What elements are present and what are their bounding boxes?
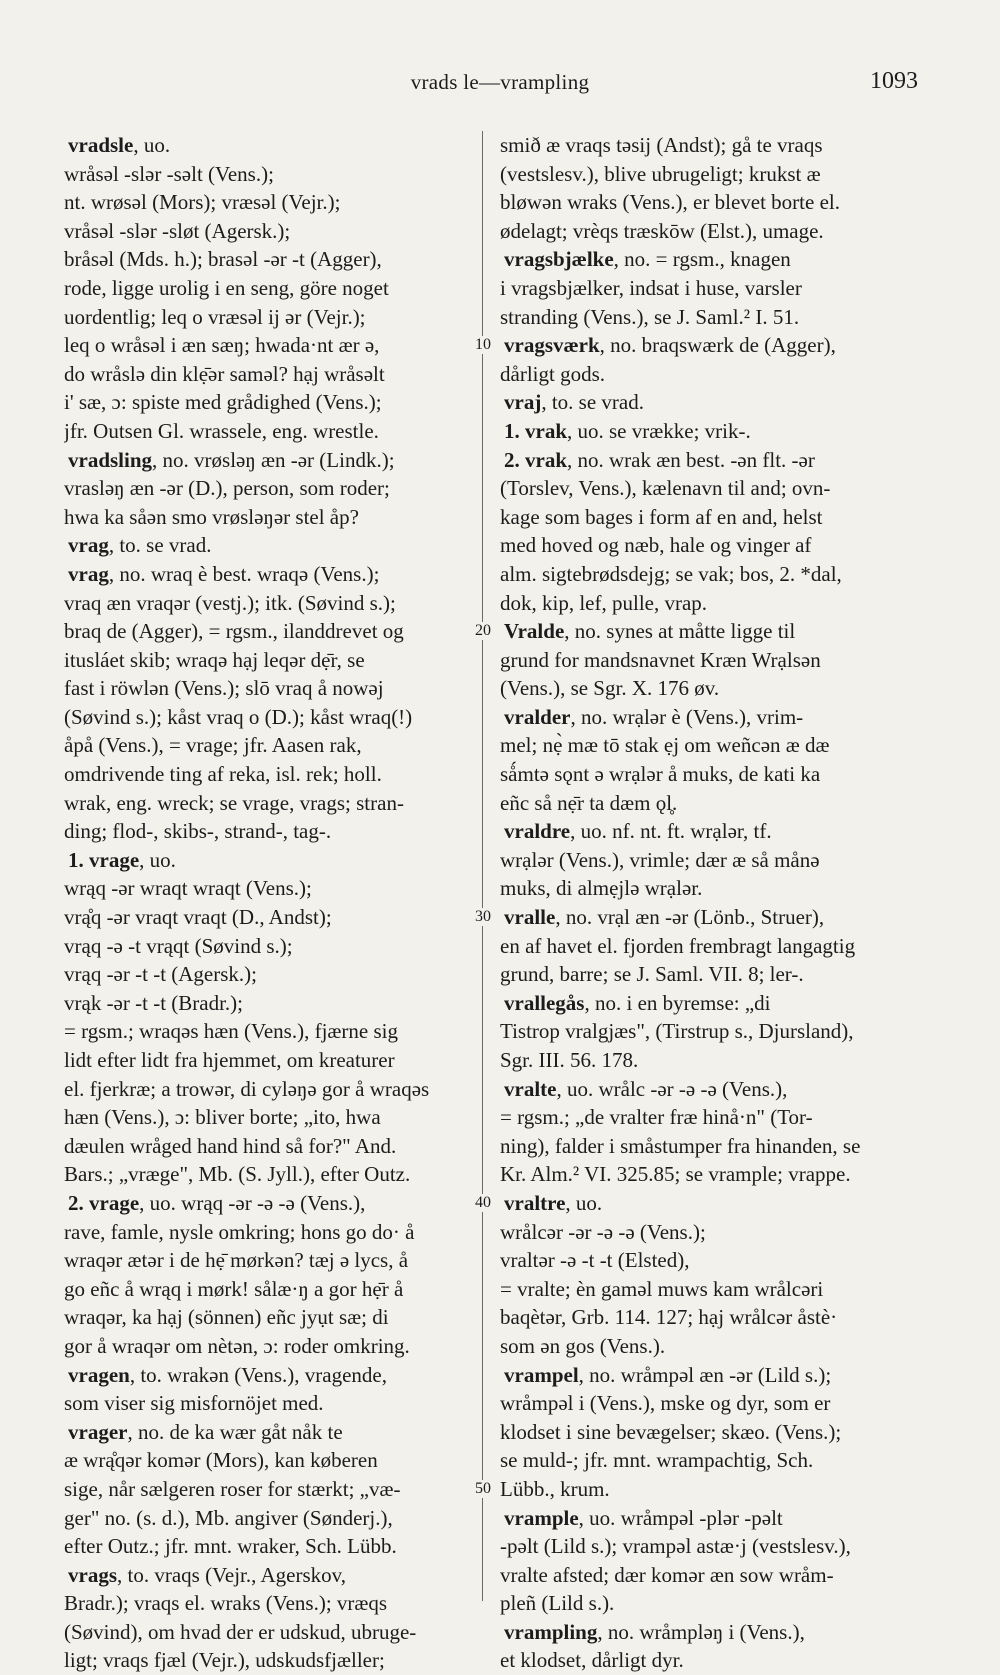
text-line: [64, 1418, 464, 1447]
margin-line-number: 10: [468, 336, 498, 354]
text-line: dok, kip, lef, pulle, vrap.: [500, 590, 708, 615]
text-line: [500, 1504, 928, 1533]
text-line: [64, 1561, 464, 1590]
text-line: dæulen wråged hand hind så for?" And.: [64, 1133, 397, 1158]
text-line: [500, 331, 928, 360]
text-line: [500, 388, 928, 417]
text-line: wråsəl -slər -səlt (Vens.);: [64, 161, 274, 186]
entry-text: , no. de ka wær gåt nåk te: [127, 1419, 343, 1444]
text-line: muks, di almẹjlə wrạlər.: [500, 876, 703, 901]
text-line: vraq æn vraqər (vestj.); itk. (Søvind s.);: [64, 590, 396, 615]
text-line: vrąq -ə -t vrąqt (Søvind s.);: [64, 933, 293, 958]
left-column: [64, 131, 464, 1675]
text-line: [64, 846, 464, 875]
text-line: jfr. Outsen Gl. wrassele, eng. wrestle.: [64, 418, 379, 443]
text-line: wraqər ætər i de hẹ̄ mørkən? tæj ə lycs, å: [64, 1248, 409, 1273]
text-line: (Vens.), se Sgr. X. 176 øv.: [500, 676, 720, 701]
text-line: lidt efter lidt fra hjemmet, om kreaturer: [64, 1048, 395, 1072]
text-line: leq o wråsəl i æn sæŋ; hwada·nt ær ə,: [64, 333, 380, 358]
text-line: rave, famle, nysle omkring; hons go do· å: [64, 1219, 415, 1244]
text-line: wrak, eng. wreck; se vrage, vrags; stran-: [64, 790, 404, 815]
entry-text: , no. synes at måtte ligge til: [564, 619, 796, 644]
text-line: vrą̊q -ər vraqt vraqt (D., Andst);: [64, 905, 332, 930]
entry-text: , no. braqswærk de (Agger),: [599, 333, 836, 358]
entry-text: , no. = rgsm., knagen: [613, 247, 791, 272]
text-line: vrasləŋ æn -ər (D.), person, som roder;: [64, 476, 390, 501]
headword: vradsling: [68, 447, 153, 472]
headword: 1. vrak: [504, 418, 567, 443]
entry-text: , uo. wråmpəl -plər -pəlt: [578, 1505, 783, 1530]
text-line: el. fjerkræ; a trowər, di cyləŋə gor å wraqəs: [64, 1076, 430, 1101]
text-line: bløwən wraks (Vens.), er blevet borte el.: [500, 190, 840, 215]
text-line: wraqər, ka hạj (sönnen) eñc jyụt sæ; di: [64, 1305, 389, 1330]
text-line: mel; nẹ̀ mæ tō stak ẹj om weñcən æ dæ: [500, 733, 830, 758]
text-line: [64, 446, 464, 475]
text-line: grund, barre; se J. Saml. VII. 8; ler-.: [500, 962, 804, 987]
entry-text: , to. se vrad.: [108, 533, 212, 558]
text-line: = rgsm.; wraqəs hæn (Vens.), fjærne sig: [64, 1019, 399, 1044]
text-line: Sgr. III. 56. 178.: [500, 1048, 639, 1072]
text-line: smið æ vraqs təsij (Andst); gå te vraqs: [500, 133, 823, 157]
entry-text: , to. vraqs (Vejr., Agerskov,: [117, 1562, 347, 1587]
text-line: stranding (Vens.), se J. Saml.² I. 51.: [500, 304, 800, 329]
headword: 2. vrage: [68, 1190, 140, 1215]
text-line: Bars.; „vræge", Mb. (S. Jyll.), efter Outz.: [64, 1162, 411, 1187]
headword: Vralde: [504, 619, 565, 644]
headword: 2. vrak: [504, 447, 567, 472]
text-line: rode, ligge urolig i en seng, göre noget: [64, 275, 389, 300]
text-line: [64, 1189, 464, 1218]
margin-line-number: 30: [468, 908, 498, 926]
entry-text: , to. se vrad.: [541, 390, 644, 415]
text-line: [500, 703, 928, 732]
text-line: [500, 1618, 928, 1647]
text-line: itusláet skib; wraqə hạj leqər dẹ̄r, se: [64, 647, 365, 672]
text-line: [500, 617, 928, 646]
text-line: (Søvind s.); kåst vraq o (D.); kåst wraq(!): [64, 704, 413, 729]
text-line: Tistrop vralgjæs", (Tirstrup s., Djursland),: [500, 1019, 854, 1044]
text-line: vråsəl -slər -sløt (Agersk.);: [64, 218, 291, 243]
text-line: som ən gos (Vens.).: [500, 1333, 666, 1358]
text-line: hwa ka såən smo vrøsləŋər stel åp?: [64, 504, 359, 529]
text-line: med hoved og næb, hale og vinger af: [500, 533, 812, 558]
headword: vrag: [68, 561, 109, 586]
entry-text: , no. wråmpəl æn -ər (Lild s.);: [578, 1362, 832, 1387]
text-line: vrąk -ər -t -t (Bradr.);: [64, 990, 244, 1015]
entry-text: , no. wraq è best. wraqə (Vens.);: [108, 561, 380, 586]
headword: vrampel: [504, 1362, 579, 1387]
headword: vralder: [504, 704, 571, 729]
text-line: [500, 1189, 928, 1218]
text-line: = vralte; èn gaməl muws kam wrålcəri: [500, 1276, 824, 1301]
text-line: (vestslesv.), blive ubrugeligt; krukst æ: [500, 161, 821, 186]
text-line: baqètər, Grb. 114. 127; hạj wrålcər åstè·: [500, 1305, 838, 1330]
text-line: nt. wrøsəl (Mors); vræsəl (Vejr.);: [64, 190, 341, 215]
text-line: pleñ (Lild s.).: [500, 1591, 615, 1616]
entry-text: , no. wrạlər è (Vens.), vrim-: [570, 704, 804, 729]
entry-text: , uo. wrålc -ər -ə -ə (Vens.),: [556, 1076, 788, 1101]
text-line: vrąq -ər -t -t (Agersk.);: [64, 962, 257, 987]
text-line: [64, 1361, 464, 1390]
text-line: Lübb., krum.: [500, 1476, 610, 1501]
headword: 1. vrage: [68, 847, 140, 872]
text-line: i' sæ, ɔ: spiste med grådighed (Vens.);: [64, 390, 382, 415]
headword: vrample: [504, 1505, 579, 1530]
text-line: = rgsm.; „de vralter fræ hinå·n" (Tor-: [500, 1105, 813, 1130]
text-line: [500, 1361, 928, 1390]
headword: vraldre: [504, 819, 571, 844]
text-line: et klodset, dårligt dyr.: [500, 1648, 684, 1673]
text-line: eñc så nẹ̄r ta dæm ǫl̥.: [500, 790, 678, 815]
text-line: [500, 903, 928, 932]
margin-line-number: 20: [468, 622, 498, 640]
text-line: ødelagt; vrèqs træskōw (Elst.), umage.: [500, 218, 824, 243]
text-line: [64, 131, 464, 160]
text-line: [500, 245, 928, 274]
entry-text: , no. vrạl æn -ər (Lönb., Struer),: [555, 905, 825, 930]
text-line: som viser sig misfornöjet med.: [64, 1391, 324, 1416]
text-line: omdrivende ting af reka, isl. rek; holl.: [64, 762, 382, 787]
text-line: go eñc å wrąq i mørk! sålæ·ŋ a gor hẹ̄r å: [64, 1276, 404, 1301]
text-line: [500, 817, 928, 846]
text-line: [500, 989, 928, 1018]
entry-text: , no. wråmpləŋ i (Vens.),: [597, 1619, 805, 1644]
text-line: [64, 531, 464, 560]
text-line: Bradr.); vraqs el. wraks (Vens.); vræqs: [64, 1591, 388, 1616]
text-line: (Søvind), om hvad der er udskud, ubruge-: [64, 1619, 417, 1644]
margin-line-number: 50: [468, 1480, 498, 1498]
page-number: 1093: [870, 68, 918, 94]
right-column: [500, 131, 928, 1675]
entry-text: , no. wrak æn best. -ən flt. -ər: [567, 447, 815, 472]
text-line: ning), falder i småstumper fra hinanden, se: [500, 1133, 861, 1158]
text-line: Kr. Alm.² VI. 325.85; se vrample; vrappe.: [500, 1162, 851, 1187]
running-header: vrads le—vrampling: [410, 70, 590, 94]
text-line: grund for mandsnavnet Kræn Wrạlsən: [500, 647, 821, 672]
text-line: klodset i sine bevægelser; skæo. (Vens.);: [500, 1419, 842, 1444]
text-line: vraltər -ə -t -t (Elsted),: [500, 1248, 690, 1273]
text-line: braq de (Agger), = rgsm., ilanddrevet og: [64, 619, 404, 644]
entry-text: , no. vrøsləŋ æn -ər (Lindk.);: [152, 447, 395, 472]
text-line: hæn (Vens.), ɔ: bliver borte; „ito, hwa: [64, 1105, 381, 1130]
text-line: do wråslə din klẹ̄ər saməl? hạj wråsəlt: [64, 361, 385, 386]
headword: vralte: [504, 1076, 557, 1101]
text-line: [64, 560, 464, 589]
text-line: gor å wraqər om nètən, ɔ: roder omkring.: [64, 1333, 410, 1358]
text-line: se muld-; jfr. mnt. wrampachtig, Sch.: [500, 1448, 814, 1473]
headword: vrags: [68, 1562, 117, 1587]
headword: vradsle: [68, 133, 134, 157]
text-line: ger" no. (s. d.), Mb. angiver (Sønderj.),: [64, 1505, 393, 1530]
text-line: wrąq -ər wraqt wraqt (Vens.);: [64, 876, 312, 901]
headword: vragsbjælke: [504, 247, 614, 272]
headword: vrampling: [504, 1619, 598, 1644]
headword: vraltre: [504, 1190, 566, 1215]
text-line: i vragsbjælker, indsat i huse, varsler: [500, 275, 802, 300]
text-line: -pəlt (Lild s.); vrampəl astæ·j (vestslesv.),: [500, 1534, 851, 1559]
headword: vrallegås: [504, 990, 585, 1015]
headword: vragsværk: [504, 333, 600, 358]
headword: vrager: [68, 1419, 128, 1444]
entry-text: , uo. se vrække; vrik-.: [567, 418, 751, 443]
headword: vrag: [68, 533, 109, 558]
text-line: bråsəl (Mds. h.); brasəl -ər -t (Agger),: [64, 247, 382, 272]
text-line: fast i röwlən (Vens.); slō vraq å nowəj: [64, 676, 384, 701]
text-line: [500, 417, 928, 446]
text-line: vralte afsted; dær komər æn sow wråm-: [500, 1562, 834, 1587]
text-line: ligt; vraqs fjæl (Vejr.), udskudsfjæller;: [64, 1648, 385, 1673]
text-line: uordentlig; leq o vræsəl ij ər (Vejr.);: [64, 304, 366, 329]
entry-text: , uo.: [139, 847, 176, 872]
text-line: sǻmtə sǫnt ə wrạlər å muks, de kati ka: [500, 762, 821, 787]
text-line: wrålcər -ər -ə -ə (Vens.);: [500, 1219, 706, 1244]
text-line: dårligt gods.: [500, 361, 605, 386]
entry-text: , uo. nf. nt. ft. wrạlər, tf.: [570, 819, 772, 844]
margin-line-number: 40: [468, 1194, 498, 1212]
entry-text: , no. i en byremse: „di: [584, 990, 771, 1015]
text-line: kage som bages i form af en and, helst: [500, 504, 823, 529]
entry-text: , uo. wrąq -ər -ə -ə (Vens.),: [139, 1190, 366, 1215]
headword: vraj: [504, 390, 542, 415]
text-line: alm. sigtebrødsdejg; se vak; bos, 2. *dal,: [500, 561, 842, 586]
text-line: æ wrą̊qər komər (Mors), kan køberen: [64, 1448, 378, 1473]
entry-text: , uo.: [565, 1190, 603, 1215]
text-line: wrạlər (Vens.), vrimle; dær æ så månə: [500, 847, 820, 872]
text-line: [500, 1075, 928, 1104]
headword: vralle: [504, 905, 556, 930]
text-line: ding; flod-, skibs-, strand-, tag-.: [64, 819, 332, 844]
entry-text: , uo.: [133, 133, 171, 157]
text-line: sige, når sælgeren roser for stærkt; „væ-: [64, 1476, 401, 1501]
text-line: (Torslev, Vens.), kælenavn til and; ovn-: [500, 476, 831, 501]
text-line: efter Outz.; jfr. mnt. wraker, Sch. Lübb.: [64, 1534, 397, 1559]
text-line: åpå (Vens.), = vrage; jfr. Aasen rak,: [64, 733, 362, 758]
text-line: wråmpəl i (Vens.), mske og dyr, som er: [500, 1391, 831, 1416]
text-line: en af havet el. fjorden frembragt langagtig: [500, 933, 856, 958]
headword: vragen: [68, 1362, 130, 1387]
text-line: [500, 446, 928, 475]
entry-text: , to. wrakən (Vens.), vragende,: [129, 1362, 387, 1387]
